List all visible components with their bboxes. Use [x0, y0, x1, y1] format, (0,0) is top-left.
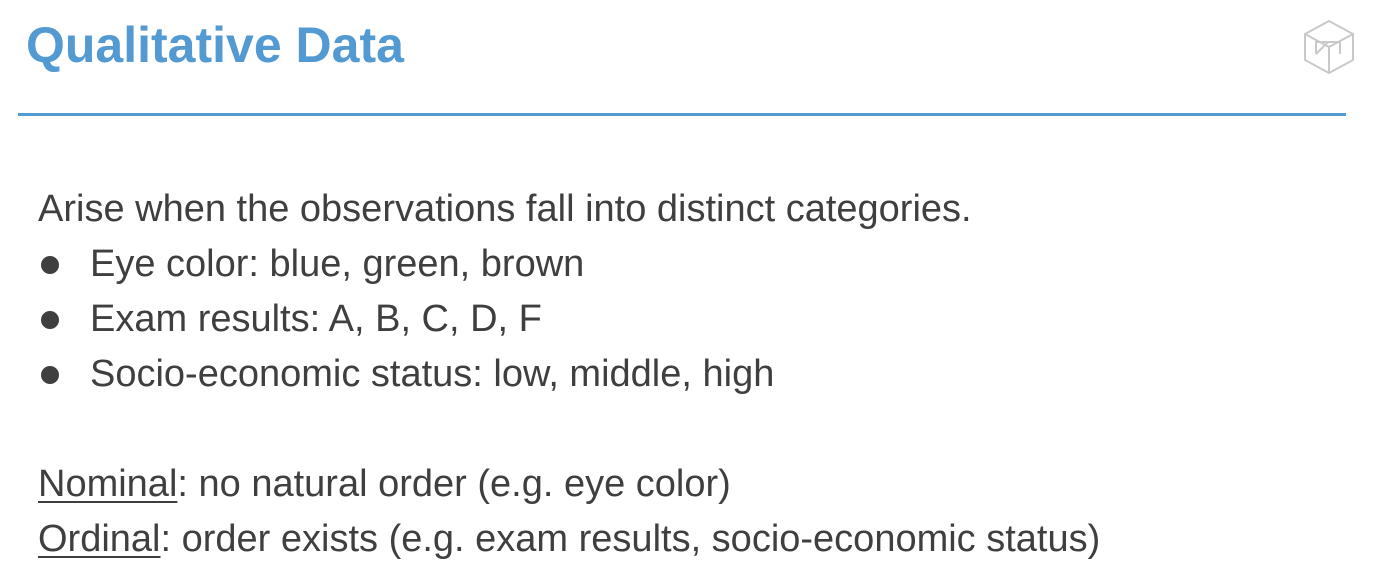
- list-item-text: Eye color: blue, green, brown: [90, 243, 585, 285]
- bullet-icon: [41, 366, 59, 384]
- definition-term: Ordinal: [38, 518, 161, 560]
- list-item-text: Socio-economic status: low, middle, high: [90, 353, 775, 395]
- definition-description: : no natural order (e.g. eye color): [177, 463, 731, 505]
- slide-title: Qualitative Data: [26, 17, 404, 73]
- paragraph-spacer: [38, 402, 1100, 457]
- list-item-text: Exam results: A, B, C, D, F: [90, 298, 542, 340]
- title-divider: [18, 113, 1346, 116]
- list-item: [38, 347, 1100, 402]
- definition-description: : order exists (e.g. exam results, socio-economic status): [160, 518, 1101, 560]
- definition-ordinal: [38, 512, 1100, 567]
- definition-nominal: [38, 457, 1100, 512]
- definition-term: Nominal: [38, 463, 178, 505]
- list-item: [38, 292, 1100, 347]
- bullet-icon: [41, 311, 59, 329]
- hexagon-cube-logo-icon: [1300, 18, 1358, 76]
- list-item: [38, 237, 1100, 292]
- slide-body: [38, 182, 1100, 567]
- intro-text: Arise when the observations fall into distinct categories.: [38, 188, 972, 230]
- bullet-icon: [41, 256, 59, 274]
